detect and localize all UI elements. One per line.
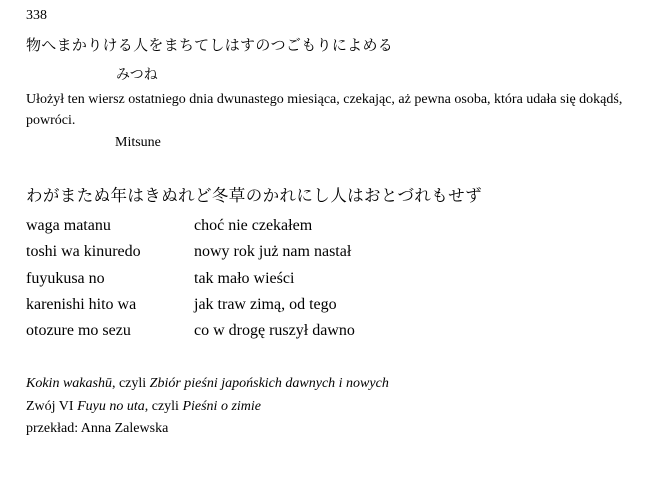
- poem-romaji: otozure mo sezu: [26, 322, 131, 340]
- poem-polish: co w drogę ruszył dawno: [194, 322, 355, 340]
- polish-heading: Ułożył ten wiersz ostatniego dnia dwunastego miesiąca, czekając, aż pewna osoba, która udała się dokądś, powróci.: [26, 92, 623, 128]
- scroll-connector: , czyli: [144, 398, 183, 414]
- scroll-prefix: Zwój VI: [26, 398, 78, 414]
- translator-credit: przekład: Anna Zalewska: [26, 421, 169, 436]
- collection-subtitle: Zbiór pieśni japońskich dawnych i nowych: [149, 376, 389, 391]
- poem-romaji: toshi wa kinuredo: [26, 243, 141, 261]
- japanese-poem: わがまたぬ年はきぬれど冬草のかれにし人はおとづれもせず: [26, 186, 482, 205]
- polish-author: Mitsune: [115, 135, 161, 150]
- source-citation: [26, 373, 389, 441]
- poem-polish: nowy rok już nam nastał: [194, 243, 352, 261]
- poem-polish: choć nie czekałem: [194, 217, 313, 234]
- poem-romaji: waga matanu: [26, 217, 111, 234]
- collection-connector: , czyli: [111, 376, 150, 391]
- collection-title: Kokin wakashū: [26, 376, 112, 391]
- source-line-scroll: [26, 396, 389, 419]
- page-number: 338: [26, 8, 47, 23]
- scroll-subtitle: Pieśni o zimie: [182, 398, 261, 414]
- scroll-title: Fuyu no uta: [77, 398, 145, 414]
- japanese-heading: 物へまかりける人をまちてしはすのつごもりによめる: [26, 36, 394, 54]
- poem-polish: tak mało wieści: [194, 269, 295, 287]
- poem-polish: jak traw zimą, od tego: [194, 295, 337, 313]
- poem-romaji: karenishi hito wa: [26, 295, 137, 313]
- source-line-collection: [26, 373, 389, 396]
- japanese-author: みつね: [116, 67, 158, 83]
- poem-romaji: fuyukusa no: [26, 269, 105, 287]
